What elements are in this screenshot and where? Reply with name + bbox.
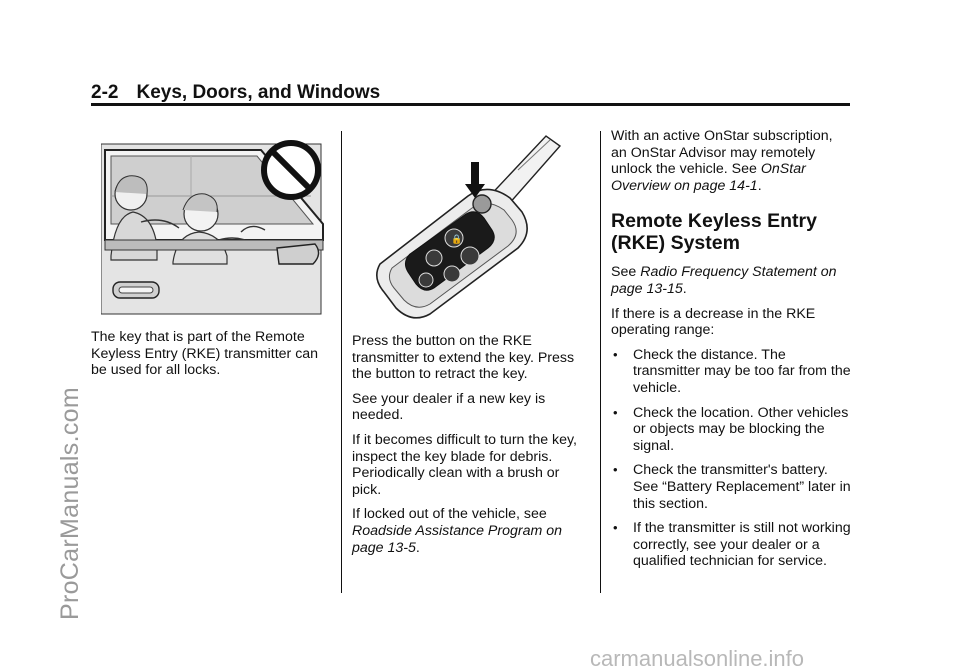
column-divider-2 (600, 131, 601, 593)
roadside-assistance-reference[interactable]: Roadside Assistance Program on page 13-5 (352, 522, 563, 556)
rke-transmitter-illustration (372, 132, 568, 320)
column-1 (91, 329, 333, 387)
bottom-watermark: carmanualsonline.info (590, 646, 805, 671)
onstar-overview-reference[interactable]: OnStar Overview on page 14-1 (611, 161, 806, 194)
onstar-paragraph: With an active OnStar subscription, an OnStar Advisor may remotely unlock the vehicle. See OnStar Overview on page 14-1. (611, 128, 833, 194)
page-number: 2-2 (91, 82, 119, 103)
svg-text:🔒: 🔒 (451, 235, 463, 245)
key-locks-paragraph: The key that is part of the Remote Keyless Entry (RKE) transmitter can be used for all locks. (91, 329, 319, 379)
column-3 (611, 128, 851, 578)
children-in-car-illustration (101, 136, 325, 316)
section-title: Keys, Doors, and Windows (136, 82, 381, 103)
new-key-paragraph: See your dealer if a new key is needed. (352, 390, 546, 424)
range-intro-paragraph: If there is a decrease in the RKE operating range: (611, 305, 816, 339)
clean-key-paragraph: If it becomes difficult to turn the key, inspect the key blade for debris. Periodically clean with a brush or pick. (352, 431, 578, 498)
list-item: • Check the distance. The transmitter may be too far from the vehicle. (611, 347, 851, 397)
list-item: • If the transmitter is still not working correctly, see your dealer or a qualified technician for service. (611, 520, 851, 570)
header-rule (91, 103, 850, 106)
extend-key-paragraph: Press the button on the RKE transmitter to extend the key. Press the button to retract the key. (352, 333, 575, 383)
range-troubleshooting-list (611, 347, 851, 570)
column-divider-1 (341, 131, 342, 593)
radio-frequency-reference[interactable]: Radio Frequency Statement on page 13-15 (611, 264, 837, 297)
side-watermark: ProCarManuals.com (56, 387, 84, 620)
list-item: • Check the location. Other vehicles or objects may be blocking the signal. (611, 405, 851, 455)
page-header (91, 82, 380, 104)
radio-frequency-paragraph: See Radio Frequency Statement on page 13-15. (611, 264, 837, 297)
rke-section-heading: Remote Keyless Entry (RKE) System (611, 210, 817, 255)
list-item: • Check the transmitter's battery. See “Battery Replacement” later in this section. (611, 462, 851, 512)
column-2 (352, 333, 592, 564)
locked-out-paragraph: If locked out of the vehicle, see Roadside Assistance Program on page 13-5. (352, 506, 563, 556)
